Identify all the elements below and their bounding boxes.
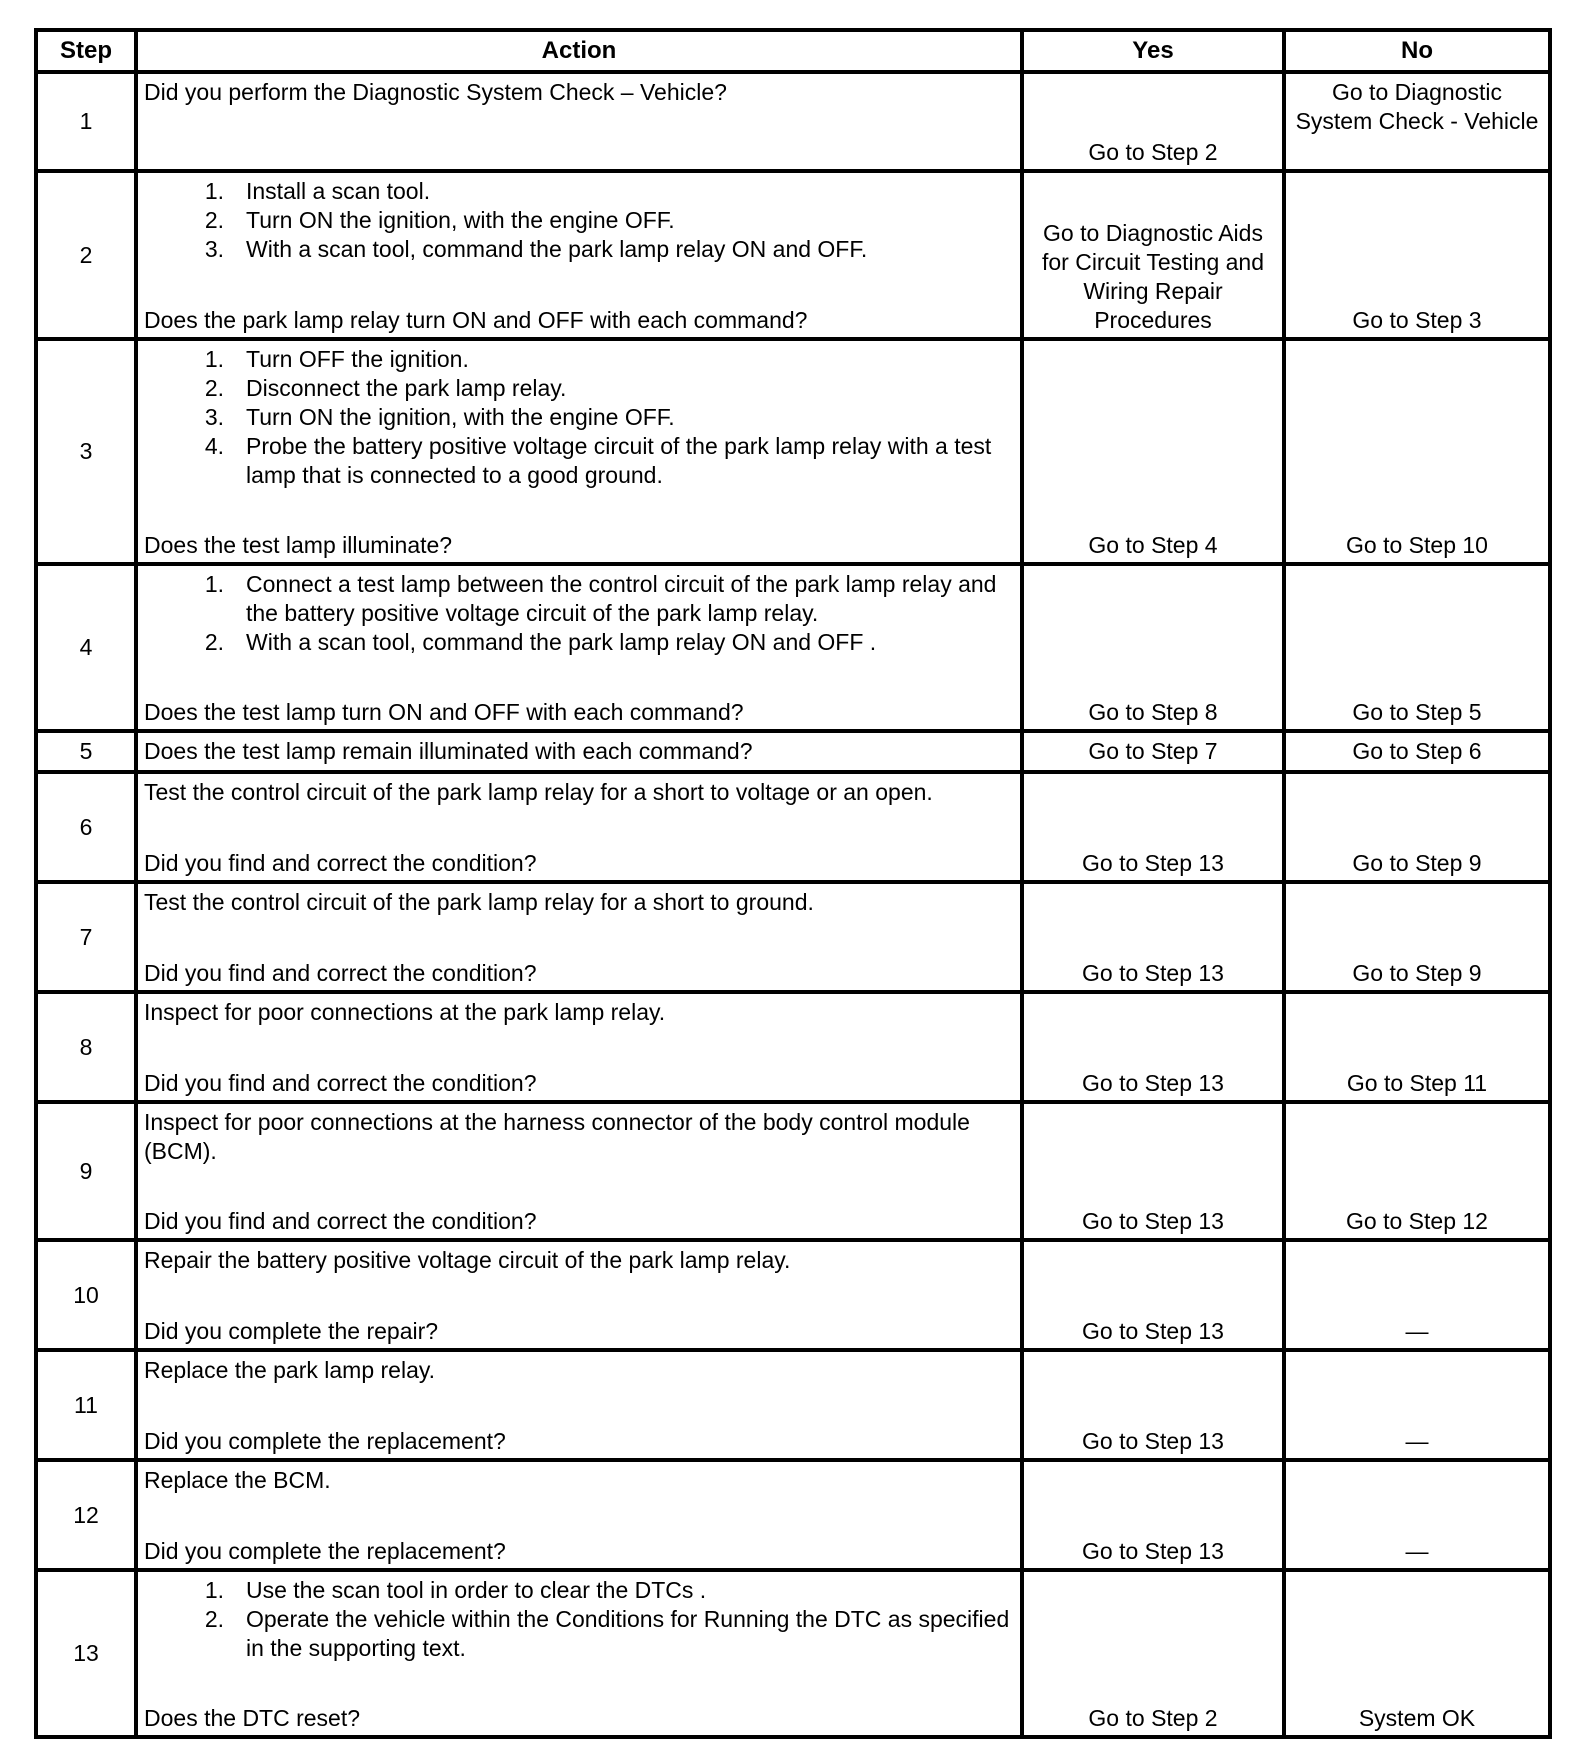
list-item: 1. Use the scan tool in order to clear the DTCs . bbox=[204, 1577, 707, 1603]
action-cell bbox=[136, 1350, 1022, 1460]
action-question: Did you complete the replacement? bbox=[144, 1428, 506, 1454]
action-question: Did you complete the repair? bbox=[144, 1318, 439, 1344]
yes-cell: Go to Step 4 bbox=[1022, 339, 1284, 564]
step-number: 4 bbox=[36, 564, 136, 731]
list-item: 1. Turn OFF the ignition. bbox=[204, 346, 469, 372]
action-question: Does the test lamp remain illuminated with each command? bbox=[144, 738, 753, 764]
no-cell: — bbox=[1284, 1460, 1550, 1570]
procedure-list bbox=[144, 570, 1014, 698]
action-text: Repair the battery positive voltage circuit of the park lamp relay. bbox=[144, 1247, 791, 1273]
no-cell: Go to Step 6 bbox=[1284, 731, 1550, 772]
no-cell: Go to Step 12 bbox=[1284, 1102, 1550, 1240]
step-number: 5 bbox=[36, 731, 136, 772]
no-cell: Go to Diagnostic System Check - Vehicle bbox=[1284, 72, 1550, 171]
header-step: Step bbox=[36, 30, 136, 72]
yes-cell: Go to Step 2 bbox=[1022, 1570, 1284, 1737]
list-item: 2. Disconnect the park lamp relay. bbox=[204, 375, 567, 401]
action-question: Did you find and correct the condition? bbox=[144, 960, 537, 986]
list-item: 2. Turn ON the ignition, with the engine OFF. bbox=[204, 207, 675, 233]
header-no: No bbox=[1284, 30, 1550, 72]
step-number: 10 bbox=[36, 1240, 136, 1350]
step-number: 3 bbox=[36, 339, 136, 564]
no-cell: — bbox=[1284, 1350, 1550, 1460]
table-row bbox=[36, 992, 1550, 1102]
action-cell bbox=[136, 1570, 1022, 1737]
table-row bbox=[36, 1570, 1550, 1737]
yes-cell: Go to Diagnostic Aids for Circuit Testing and Wiring Repair Procedures bbox=[1022, 171, 1284, 339]
action-question: Did you complete the replacement? bbox=[144, 1538, 506, 1564]
list-item: 1. Install a scan tool. bbox=[204, 178, 431, 204]
no-cell: Go to Step 9 bbox=[1284, 772, 1550, 882]
action-text: Inspect for poor connections at the harness connector of the body control module (BCM). bbox=[144, 1109, 970, 1164]
no-cell: System OK bbox=[1284, 1570, 1550, 1737]
list-item: 3. With a scan tool, command the park lamp relay ON and OFF. bbox=[204, 236, 868, 262]
table-row bbox=[36, 171, 1550, 339]
action-question: Did you find and correct the condition? bbox=[144, 1070, 537, 1096]
step-number: 1 bbox=[36, 72, 136, 171]
action-question: Does the test lamp illuminate? bbox=[144, 532, 453, 558]
action-text: Replace the park lamp relay. bbox=[144, 1357, 436, 1383]
step-number: 8 bbox=[36, 992, 136, 1102]
no-cell: — bbox=[1284, 1240, 1550, 1350]
action-text: Test the control circuit of the park lamp relay for a short to voltage or an open. bbox=[144, 779, 933, 805]
table-row bbox=[36, 772, 1550, 882]
list-item: 4. Probe the battery positive voltage circuit of the park lamp relay with a test lamp that is connected to a good ground. bbox=[204, 433, 992, 488]
list-item: 1. Connect a test lamp between the control circuit of the park lamp relay and the battery positive voltage circuit of the park lamp relay. bbox=[204, 571, 997, 626]
header-row bbox=[36, 30, 1550, 72]
table-row bbox=[36, 72, 1550, 171]
action-cell bbox=[136, 731, 1022, 772]
procedure-list bbox=[144, 1576, 1014, 1704]
list-item: 3. Turn ON the ignition, with the engine OFF. bbox=[204, 404, 675, 430]
action-cell bbox=[136, 339, 1022, 564]
action-question: Does the test lamp turn ON and OFF with each command? bbox=[144, 699, 744, 725]
procedure-list bbox=[144, 345, 1014, 531]
action-cell bbox=[136, 882, 1022, 992]
no-cell: Go to Step 9 bbox=[1284, 882, 1550, 992]
step-number: 11 bbox=[36, 1350, 136, 1460]
action-question: Does the DTC reset? bbox=[144, 1705, 361, 1731]
action-cell bbox=[136, 171, 1022, 339]
action-text: Did you perform the Diagnostic System Check – Vehicle? bbox=[144, 79, 727, 105]
table-row bbox=[36, 1102, 1550, 1240]
action-cell bbox=[136, 1460, 1022, 1570]
yes-cell: Go to Step 13 bbox=[1022, 992, 1284, 1102]
action-question: Did you find and correct the condition? bbox=[144, 1208, 537, 1234]
action-cell bbox=[136, 72, 1022, 171]
yes-cell: Go to Step 13 bbox=[1022, 1460, 1284, 1570]
step-number: 6 bbox=[36, 772, 136, 882]
header-yes: Yes bbox=[1022, 30, 1284, 72]
yes-cell: Go to Step 2 bbox=[1022, 72, 1284, 171]
yes-cell: Go to Step 8 bbox=[1022, 564, 1284, 731]
no-cell: Go to Step 3 bbox=[1284, 171, 1550, 339]
yes-cell: Go to Step 13 bbox=[1022, 1350, 1284, 1460]
action-cell bbox=[136, 564, 1022, 731]
yes-cell: Go to Step 13 bbox=[1022, 772, 1284, 882]
header-action: Action bbox=[136, 30, 1022, 72]
action-cell bbox=[136, 772, 1022, 882]
table-row bbox=[36, 339, 1550, 564]
action-cell bbox=[136, 1102, 1022, 1240]
step-number: 2 bbox=[36, 171, 136, 339]
action-text: Replace the BCM. bbox=[144, 1467, 331, 1493]
step-number: 7 bbox=[36, 882, 136, 992]
action-cell bbox=[136, 992, 1022, 1102]
action-question: Does the park lamp relay turn ON and OFF with each command? bbox=[144, 307, 808, 333]
table-row bbox=[36, 882, 1550, 992]
table-row bbox=[36, 564, 1550, 731]
no-cell: Go to Step 10 bbox=[1284, 339, 1550, 564]
table-row bbox=[36, 1460, 1550, 1570]
action-cell bbox=[136, 1240, 1022, 1350]
no-cell: Go to Step 11 bbox=[1284, 992, 1550, 1102]
yes-cell: Go to Step 7 bbox=[1022, 731, 1284, 772]
no-cell: Go to Step 5 bbox=[1284, 564, 1550, 731]
action-text: Inspect for poor connections at the park lamp relay. bbox=[144, 999, 666, 1025]
list-item: 2. Operate the vehicle within the Conditions for Running the DTC as specified in the supporting text. bbox=[204, 1606, 1010, 1661]
table-row bbox=[36, 1240, 1550, 1350]
step-number: 9 bbox=[36, 1102, 136, 1240]
step-number: 12 bbox=[36, 1460, 136, 1570]
yes-cell: Go to Step 13 bbox=[1022, 882, 1284, 992]
action-text: Test the control circuit of the park lamp relay for a short to ground. bbox=[144, 889, 814, 915]
table-row bbox=[36, 1350, 1550, 1460]
yes-cell: Go to Step 13 bbox=[1022, 1240, 1284, 1350]
diagnostic-table bbox=[34, 28, 1552, 1739]
yes-cell: Go to Step 13 bbox=[1022, 1102, 1284, 1240]
list-item: 2. With a scan tool, command the park lamp relay ON and OFF . bbox=[204, 629, 877, 655]
table-row bbox=[36, 731, 1550, 772]
step-number: 13 bbox=[36, 1570, 136, 1737]
action-question: Did you find and correct the condition? bbox=[144, 850, 537, 876]
procedure-list bbox=[144, 177, 1014, 306]
